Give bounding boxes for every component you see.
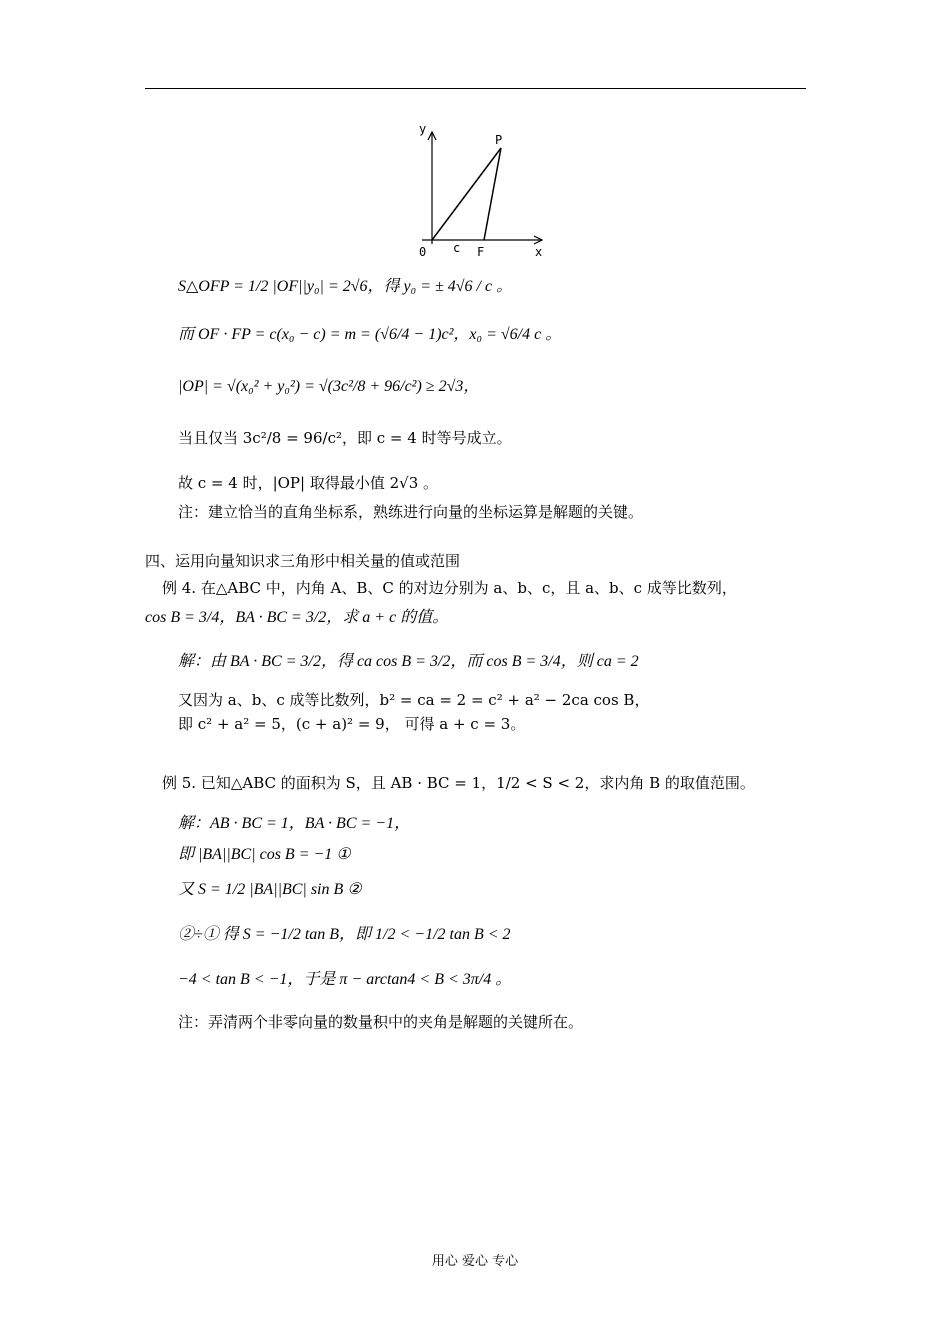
page-footer: 用心 爱心 专心 xyxy=(431,1254,519,1269)
x-axis-label: x xyxy=(535,245,543,259)
origin-label: 0 xyxy=(419,245,427,259)
example-4-given: cos B = 3/4，BA · BC = 3/2，求 a + c 的值。 xyxy=(145,609,449,626)
c-label: c xyxy=(453,241,461,255)
section-heading-4: 四、运用向量知识求三角形中相关量的值或范围 xyxy=(145,552,461,570)
point-p-label: P xyxy=(495,133,503,147)
example-4-solution-2: 又因为 a、b、c 成等比数列，b² = ca = 2 = c² + a² − 2ca cos B， xyxy=(178,691,650,709)
example-4-solution-1: 解：由 BA · BC = 3/2，得 ca cos B = 3/2，而 cos B = 3/4，则 ca = 2 xyxy=(178,653,639,670)
point-f-label: F xyxy=(477,245,485,259)
example-5-solution-5: −4 < tan B < −1，于是 π − arctan4 < B < 3π/4 。 xyxy=(178,971,512,988)
coordinate-figure xyxy=(0,0,950,270)
example-5-solution-2: 即 |BA||BC| cos B = −1 ① xyxy=(178,846,351,863)
example-4-solution-3: 即 c² + a² = 5，(c + a)² = 9， 可得 a + c = 3。 xyxy=(178,715,526,733)
example-5-solution-1: 解：AB · BC = 1，BA · BC = −1， xyxy=(178,815,411,832)
example-5-statement: 例 5. 已知△ABC 的面积为 S，且 AB · BC = 1，1/2 < S < 2，求内角 B 的取值范围。 xyxy=(162,774,755,792)
example-5-solution-4: ②÷① 得 S = −1/2 tan B，即 1/2 < −1/2 tan B < 2 xyxy=(178,926,511,943)
note-1: 注：建立恰当的直角坐标系，熟练进行向量的坐标运算是解题的关键。 xyxy=(178,503,644,521)
note-2: 注：弄清两个非零向量的数量积中的夹角是解题的关键所在。 xyxy=(178,1013,584,1031)
dot-product-formula: 而 OF · FP = c(x₀ − c) = m = (√6/4 − 1)c²，x₀ = √6/4 c 。 xyxy=(178,326,562,343)
op-magnitude-formula: |OP| = √(x₀² + y₀²) = √(3c²/8 + 96/c²) ≥ 2√3， xyxy=(178,378,480,395)
minimum-value: 故 c = 4 时，|OP| 取得最小值 2√3 。 xyxy=(178,474,439,492)
area-formula: S△OFP = 1/2 |OF||y₀| = 2√6，得 y₀ = ± 4√6 / c 。 xyxy=(178,278,513,295)
example-4-statement: 例 4. 在△ABC 中，内角 A、B、C 的对边分别为 a、b、c，且 a、b、c 成等比数列， xyxy=(162,579,737,597)
example-5-solution-3: 又 S = 1/2 |BA||BC| sin B ② xyxy=(178,881,362,898)
y-axis-label: y xyxy=(419,122,427,136)
equality-condition: 当且仅当 3c²/8 = 96/c²，即 c = 4 时等号成立。 xyxy=(178,429,512,447)
